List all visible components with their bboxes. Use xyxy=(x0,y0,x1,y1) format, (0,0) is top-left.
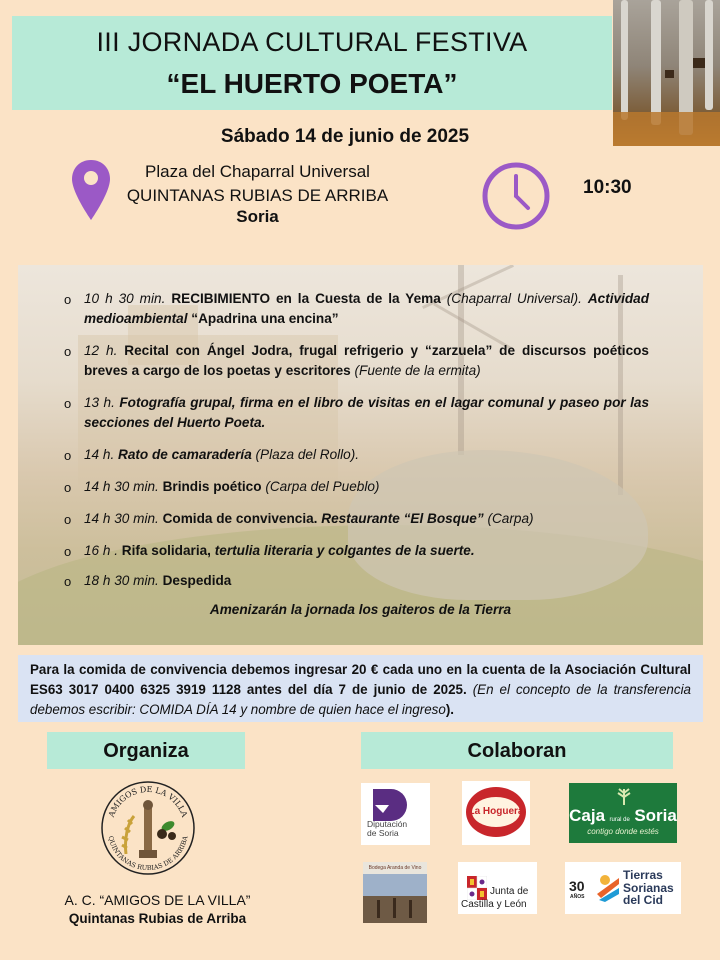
program-item: 10 h 30 min. RECIBIMIENTO en la Cuesta de la Yema (Chaparral Universal). Actividad medioambiental “Apadrina una encina” xyxy=(84,291,650,326)
organizer-heading: Organiza xyxy=(47,732,245,769)
tierras-sorianas-del-cid-logo: 30 AÑOS Tierras Sorianas del Cid xyxy=(565,862,681,914)
bullet: o xyxy=(64,512,72,527)
program-item: 13 h. Fotografía grupal, firma en el libro de visitas en el lagar comunal y paseo por las secciones del Huerto Poeta. xyxy=(84,395,650,430)
title-banner xyxy=(12,16,612,110)
program-panel xyxy=(18,265,703,645)
svg-text:QUINTANAS RUBIAS DE ARRIBA: QUINTANAS RUBIAS DE ARRIBA xyxy=(106,835,190,873)
bullet: o xyxy=(64,574,72,589)
venue-town: QUINTANAS RUBIAS DE ARRIBA xyxy=(126,186,389,205)
bullet: o xyxy=(64,544,72,559)
program-item: 14 h 30 min. Comida de convivencia. Restaurante “El Bosque” (Carpa) xyxy=(84,511,534,526)
bodega-photo-logo: Bodega Aranda de Vino xyxy=(363,862,427,923)
svg-text:AMIGOS DE LA VILLA: AMIGOS DE LA VILLA xyxy=(106,784,190,819)
collaborators-heading: Colaboran xyxy=(361,732,673,769)
program-item: 18 h 30 min. Despedida xyxy=(84,573,232,588)
bullet: o xyxy=(64,292,72,307)
payment-note: Para la comida de convivencia debemos ingresar 20 € cada uno en la cuenta de la Asociación Cultural ES63 3017 0400 6325 3919 1128 antes del día 7 de junio de 2025. (En el concepto de la transferencia debemos escribir: COMIDA DÍA 14 y nombre de quien hace el ingreso). xyxy=(18,655,703,722)
event-date: Sábado 14 de junio de 2025 xyxy=(220,126,470,147)
caja-rural-soria-logo: Caja rural de Soria contigo donde estés xyxy=(569,783,677,843)
program-item: 16 h . Rifa solidaria, tertulia literaria y colgantes de la suerte. xyxy=(84,543,475,558)
program-item: 14 h. Rato de camaradería (Plaza del Rollo). xyxy=(84,447,360,462)
venue-province: Soria xyxy=(236,207,279,226)
venue-name: Plaza del Chaparral Universal xyxy=(145,162,370,181)
amigos-de-la-villa-logo xyxy=(98,778,198,878)
organizer-town: Quintanas Rubias de Arriba xyxy=(68,911,247,926)
forest-photo xyxy=(613,0,720,146)
event-name: “EL HUERTO POETA” xyxy=(166,68,458,99)
program-item: 14 h 30 min. Brindis poético (Carpa del Pueblo) xyxy=(84,479,380,494)
bullet: o xyxy=(64,344,72,359)
event-time: 10:30 xyxy=(583,177,632,198)
bullet: o xyxy=(64,480,72,495)
event-series-title: III JORNADA CULTURAL FESTIVA xyxy=(96,27,528,57)
clock-icon xyxy=(480,160,552,232)
organizer-name: A. C. “AMIGOS DE LA VILLA” xyxy=(64,892,251,908)
bullet: o xyxy=(64,448,72,463)
bullet: o xyxy=(64,396,72,411)
program-item: 12 h. Recital con Ángel Jodra, frugal refrigerio y “zarzuela” de discursos poéticos breves a cargo de los poetas y escritores (Fuente de la ermita) xyxy=(84,343,649,378)
diputacion-soria-logo: Diputación de Soria xyxy=(361,783,430,845)
la-hoguera-logo: La Hoguera xyxy=(462,781,530,845)
program-closing-note: Amenizarán la jornada los gaiteros de la Tierra xyxy=(209,602,512,617)
junta-castilla-leon-logo: Junta de Castilla y León xyxy=(458,862,537,914)
